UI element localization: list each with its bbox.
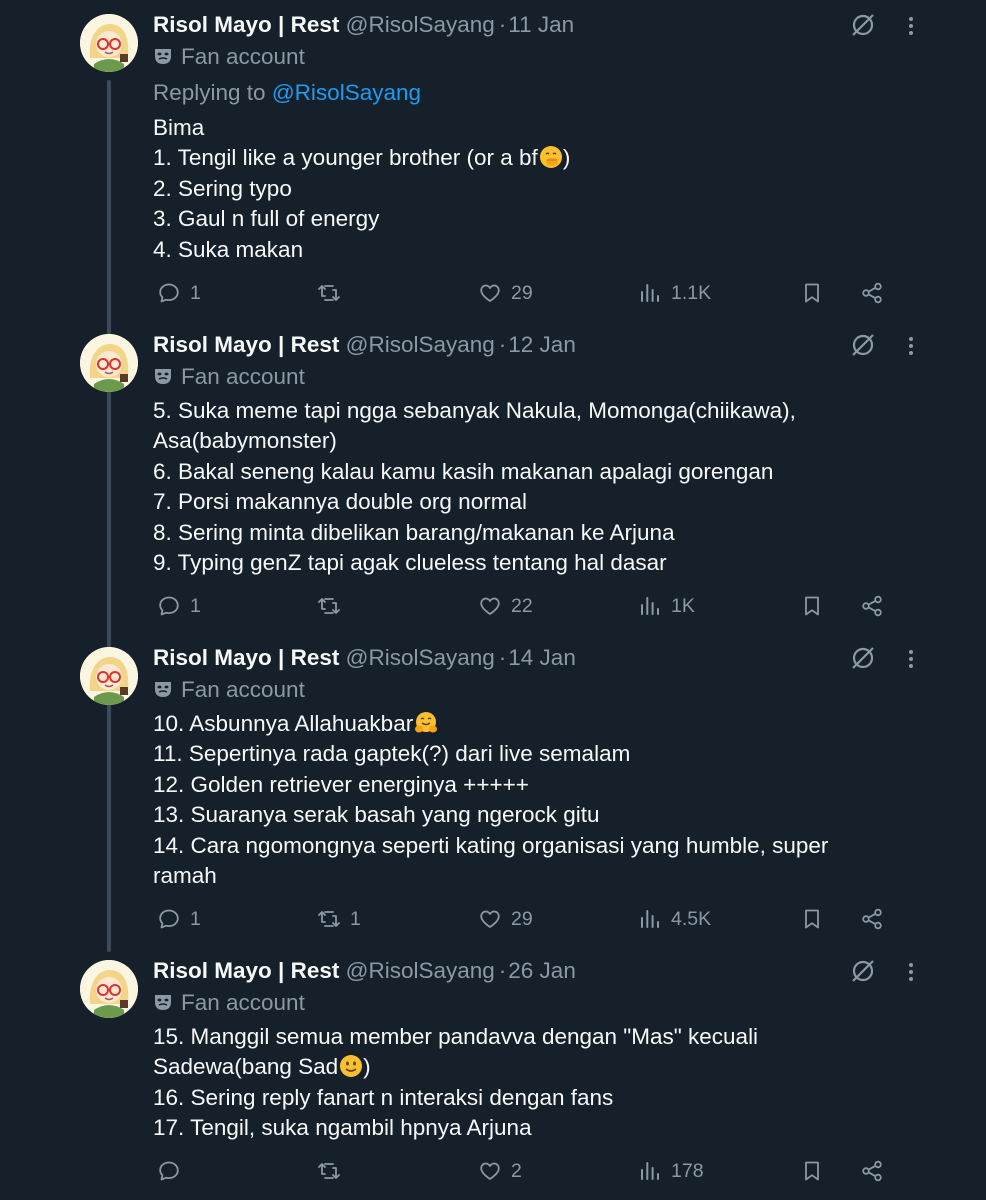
bookmark-icon (800, 1159, 824, 1183)
tweet-line: 6. Bakal seneng kalau kamu kasih makanan apalagi gorengan (153, 458, 774, 484)
tweet-actions (0, 279, 986, 307)
tweet-header (153, 956, 576, 986)
heart-icon (478, 594, 502, 618)
fan-account-text: Fan account (181, 44, 305, 69)
heart-icon (478, 907, 502, 931)
more-options-icon[interactable] (900, 960, 922, 984)
tweet-text (153, 113, 873, 265)
tweet-line: 17. Tengil, suka ngambil hpnya Arjuna (153, 1115, 532, 1141)
avatar[interactable] (80, 14, 138, 72)
grok-icon[interactable] (850, 332, 876, 358)
display-name[interactable]: Risol Mayo | Rest (153, 645, 340, 670)
tweet-1[interactable] (0, 0, 986, 320)
tweet-line: 8. Sering minta dibelikan barang/makanan ke Arjuna (153, 519, 675, 545)
tweet-line: 12. Golden retriever energinya +++++ (153, 771, 529, 797)
analytics-icon (638, 1159, 662, 1183)
tweet-line: 7. Porsi makannya double org normal (153, 489, 527, 515)
separator-dot: · (498, 332, 507, 357)
fan-account-text: Fan account (181, 677, 305, 702)
avatar[interactable] (80, 960, 138, 1018)
mask-emoji-icon (153, 679, 173, 699)
tweet-date[interactable]: 12 Jan (508, 332, 576, 357)
tweet-line: 3. Gaul n full of energy (153, 206, 380, 232)
fan-account-label (153, 42, 305, 72)
view-count: 1K (671, 594, 695, 617)
bookmark-icon (800, 907, 824, 931)
reply-icon (157, 907, 181, 931)
like-count: 29 (511, 907, 533, 930)
grok-icon[interactable] (850, 645, 876, 671)
tweet-text (153, 1022, 873, 1144)
tweet-line: 16. Sering reply fanart n interaksi dengan fans (153, 1084, 614, 1110)
share-icon (860, 1159, 884, 1183)
reply-button[interactable] (157, 1157, 190, 1185)
tweet-line: 9. Typing genZ tapi agak clueless tentang hal dasar (153, 550, 667, 576)
mask-emoji-icon (153, 366, 173, 386)
share-icon (860, 281, 884, 305)
separator-dot: · (498, 645, 507, 670)
repost-button[interactable] (317, 905, 361, 933)
user-handle[interactable]: @RisolSayang (345, 332, 495, 357)
like-button[interactable] (478, 279, 533, 307)
bookmark-button[interactable] (800, 1157, 824, 1185)
heart-icon (478, 281, 502, 305)
analytics-icon (638, 281, 662, 305)
tweet-line-text: 10. Asbunnya Allahuakbar (153, 711, 414, 736)
repost-count: 1 (350, 907, 361, 930)
view-count: 178 (671, 1159, 704, 1182)
fan-account-text: Fan account (181, 364, 305, 389)
repost-icon (317, 281, 341, 305)
tweet-text (153, 709, 873, 891)
more-options-icon[interactable] (900, 647, 922, 671)
like-count: 29 (511, 281, 533, 304)
smiling-face-emoji-icon (339, 1054, 363, 1078)
bookmark-button[interactable] (800, 905, 824, 933)
bookmark-icon (800, 594, 824, 618)
view-count: 1.1K (671, 281, 712, 304)
views-button[interactable] (638, 1157, 704, 1185)
display-name[interactable]: Risol Mayo | Rest (153, 12, 340, 37)
repost-icon (317, 1159, 341, 1183)
separator-dot: · (498, 958, 507, 983)
repost-button[interactable] (317, 279, 350, 307)
heart-icon (478, 1159, 502, 1183)
reply-count: 1 (190, 281, 201, 304)
like-button[interactable] (478, 592, 533, 620)
fan-account-label (153, 675, 305, 705)
like-button[interactable] (478, 1157, 522, 1185)
tweet-line-text: 1. Tengil like a younger brother (or a bf (153, 145, 538, 171)
fan-account-label (153, 988, 305, 1018)
share-button[interactable] (860, 592, 884, 620)
views-button[interactable] (638, 279, 711, 307)
tweet-line (153, 709, 873, 739)
tweet-line-text: Sadewa(bang Sad (153, 1054, 339, 1080)
user-handle[interactable]: @RisolSayang (345, 12, 495, 37)
avatar[interactable] (80, 647, 138, 705)
analytics-icon (638, 594, 662, 618)
like-count: 22 (511, 594, 533, 617)
user-handle[interactable]: @RisolSayang (345, 958, 495, 983)
tweet-line: 15. Manggil semua member pandavva dengan "Mas" kecuali (153, 1024, 759, 1049)
repost-button[interactable] (317, 1157, 350, 1185)
grok-icon[interactable] (850, 12, 876, 38)
tweet-header (153, 330, 576, 360)
tweet-line (153, 143, 873, 173)
replying-mention-link[interactable]: @RisolSayang (271, 80, 422, 105)
tweet-line: 5. Suka meme tapi ngga sebanyak Nakula, Momonga(chiikawa), (153, 398, 796, 423)
avatar[interactable] (80, 334, 138, 392)
repost-button[interactable] (317, 592, 350, 620)
tweet-3[interactable] (0, 633, 986, 946)
bookmark-button[interactable] (800, 279, 824, 307)
tweet-line (153, 1052, 873, 1082)
reply-icon (157, 1159, 181, 1183)
reply-count: 1 (190, 907, 201, 930)
tweet-2[interactable] (0, 320, 986, 633)
mask-emoji-icon (153, 992, 173, 1012)
display-name[interactable]: Risol Mayo | Rest (153, 958, 340, 983)
tweet-date[interactable]: 14 Jan (508, 645, 576, 670)
repost-icon (317, 907, 341, 931)
tweet-line: 2. Sering typo (153, 175, 292, 201)
tweet-line: 14. Cara ngomongnya seperti kating organisasi yang humble, super (153, 832, 829, 858)
share-button[interactable] (860, 1157, 884, 1185)
reply-button[interactable] (157, 279, 201, 307)
tweet-date[interactable]: 26 Jan (508, 958, 576, 983)
bookmark-icon (800, 281, 824, 305)
hand-over-mouth-emoji-icon (539, 145, 563, 169)
repost-icon (317, 594, 341, 618)
tweet-4[interactable] (0, 946, 986, 1200)
fan-account-text: Fan account (181, 990, 305, 1015)
like-button[interactable] (478, 905, 533, 933)
share-icon (860, 907, 884, 931)
reply-button[interactable] (157, 905, 201, 933)
tweet-line-suffix: ) (363, 1054, 371, 1080)
views-button[interactable] (638, 905, 711, 933)
reply-icon (157, 281, 181, 305)
share-button[interactable] (860, 905, 884, 933)
tweet-header (153, 10, 574, 40)
more-options-icon[interactable] (900, 14, 922, 38)
tweet-line: Asa(babymonster) (153, 428, 337, 454)
tweet-actions (0, 1157, 986, 1185)
views-button[interactable] (638, 592, 695, 620)
tweet-line: ramah (153, 863, 217, 889)
like-count: 2 (511, 1159, 522, 1182)
tweet-actions (0, 905, 986, 933)
tweet-line-suffix: ) (562, 145, 571, 171)
analytics-icon (638, 907, 662, 931)
tweet-date[interactable]: 11 Jan (508, 12, 575, 37)
separator-dot: · (498, 12, 507, 37)
reply-count: 1 (190, 594, 201, 617)
view-count: 4.5K (671, 907, 712, 930)
replying-to (153, 78, 421, 108)
tweet-line: 4. Suka makan (153, 236, 304, 262)
hugging-face-emoji-icon (414, 711, 438, 735)
more-options-icon[interactable] (900, 334, 922, 358)
tweet-actions (0, 592, 986, 620)
share-icon (860, 594, 884, 618)
mask-emoji-icon (153, 46, 173, 66)
bookmark-button[interactable] (800, 592, 824, 620)
fan-account-label (153, 362, 305, 392)
reply-button[interactable] (157, 592, 201, 620)
tweet-text (153, 396, 873, 578)
user-handle[interactable]: @RisolSayang (345, 645, 495, 670)
replying-prefix: Replying to (153, 80, 266, 105)
tweet-line: 11. Sepertinya rada gaptek(?) dari live semalam (153, 741, 631, 767)
tweet-line: Bima (153, 115, 205, 140)
reply-icon (157, 594, 181, 618)
grok-icon[interactable] (850, 958, 876, 984)
tweet-header (153, 643, 576, 673)
tweet-line: 13. Suaranya serak basah yang ngerock gitu (153, 802, 600, 828)
display-name[interactable]: Risol Mayo | Rest (153, 332, 340, 357)
share-button[interactable] (860, 279, 884, 307)
